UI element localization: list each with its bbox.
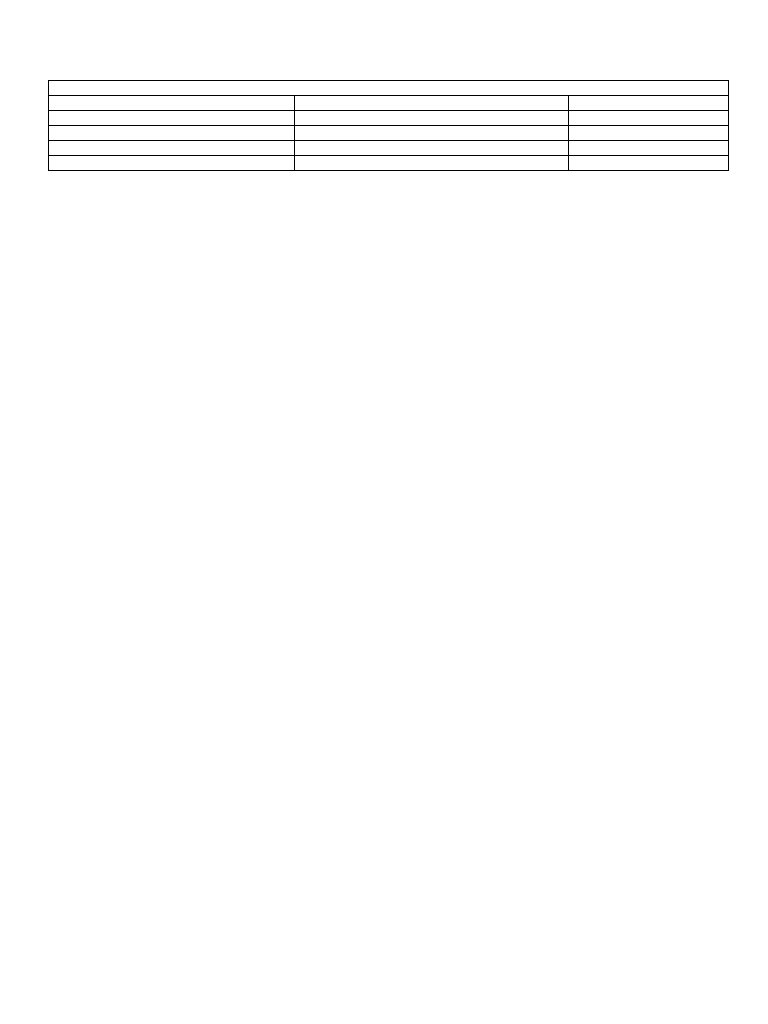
attendance-sheet-top (48, 80, 728, 171)
center-manager (49, 111, 295, 126)
batch-start (569, 96, 729, 111)
course-name (49, 141, 295, 156)
students-admitted (569, 156, 729, 171)
sheet-header (48, 80, 729, 171)
class-timings (49, 156, 295, 171)
contact-number (49, 126, 295, 141)
batch-end (569, 111, 729, 126)
provider-name (49, 96, 295, 111)
sheet-title (49, 81, 729, 96)
